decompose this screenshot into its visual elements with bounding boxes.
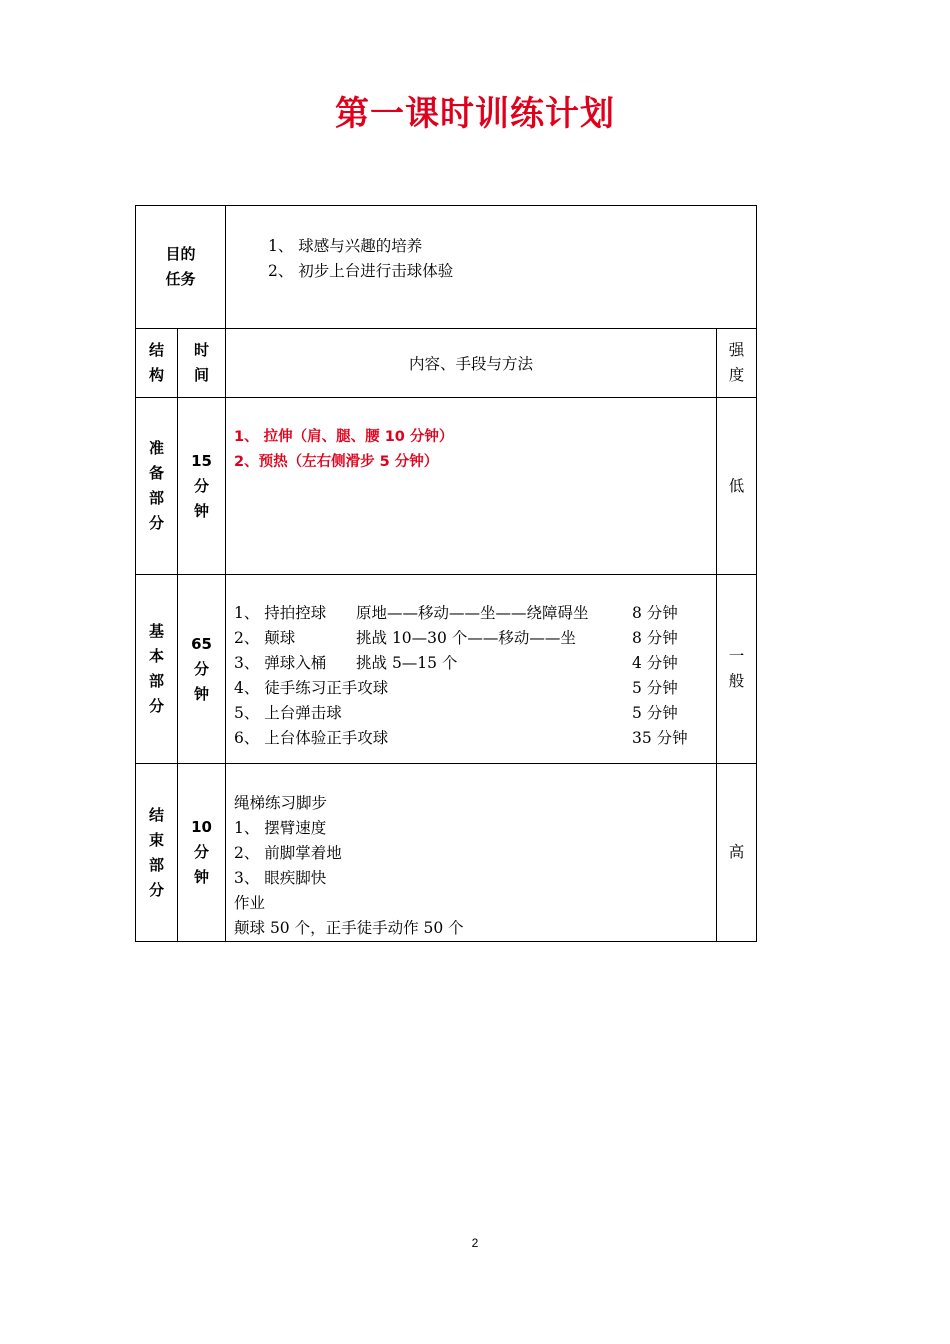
prep-time: 15 分 钟: [178, 398, 226, 575]
main-content: [226, 575, 717, 764]
end-line: 2、 前脚掌着地: [234, 844, 342, 862]
main-label: 基 本 部 分: [136, 575, 178, 764]
header-time: 时 间: [178, 329, 226, 398]
main-intensity: 一 般: [716, 575, 756, 764]
end-line: 绳梯练习脚步: [234, 794, 328, 812]
prep-item: 1、 拉伸（肩、腿、腰 10 分钟）: [234, 429, 454, 445]
main-item: 1、 持拍控球 原地——移动——坐——绕障碍坐 8 分钟: [234, 604, 678, 622]
main-item: 2、 颠球 挑战 10—30 个——移动——坐 8 分钟: [234, 629, 678, 647]
goal-item: 2、 初步上台进行击球体验: [268, 262, 454, 280]
end-line: 3、 眼疾脚快: [234, 869, 327, 887]
prep-content: [226, 398, 717, 575]
page-title: 第一课时训练计划: [335, 94, 615, 134]
main-item: 5、 上台弹击球 5 分钟: [234, 704, 678, 722]
prep-intensity: 低: [716, 398, 756, 575]
end-line: 1、 摆臂速度: [234, 819, 327, 837]
end-time: 10 分 钟: [178, 764, 226, 942]
end-line: 颠球 50 个，正手徒手动作 50 个: [234, 919, 464, 937]
end-content: [226, 764, 717, 942]
main-row: [136, 575, 757, 764]
end-intensity: 高: [716, 764, 756, 942]
end-line: 作业: [234, 894, 266, 912]
main-item: 6、 上台体验正手攻球 35 分钟: [234, 729, 688, 747]
training-plan-table: [135, 205, 757, 942]
header-structure: 结 构: [136, 329, 178, 398]
header-content: 内容、手段与方法: [226, 329, 717, 398]
main-item: 4、 徒手练习正手攻球 5 分钟: [234, 679, 678, 697]
page-number: 2: [471, 1236, 479, 1250]
goals-list: [226, 206, 757, 329]
goal-item: 1、 球感与兴趣的培养: [268, 237, 423, 255]
main-item: 3、 弹球入桶 挑战 5—15 个 4 分钟: [234, 654, 678, 672]
header-intensity: 强 度: [716, 329, 756, 398]
header-row: [136, 329, 757, 398]
main-time: 65 分 钟: [178, 575, 226, 764]
goals-row: [136, 206, 757, 329]
prep-item: 2、预热（左右侧滑步 5 分钟）: [234, 454, 439, 470]
prep-label: 准 备 部 分: [136, 398, 178, 575]
end-label: 结 束 部 分: [136, 764, 178, 942]
goals-label: 目的 任务: [136, 206, 226, 329]
prep-row: [136, 398, 757, 575]
end-row: [136, 764, 757, 942]
